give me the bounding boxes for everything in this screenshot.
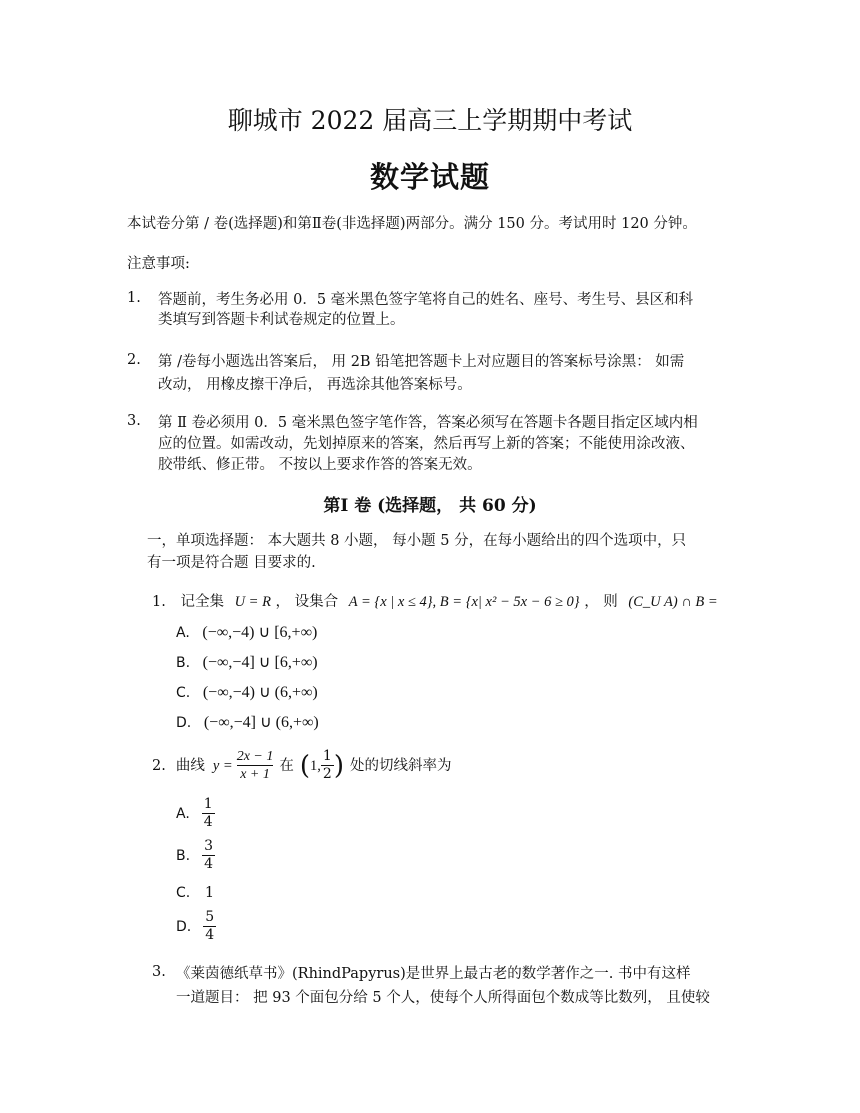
notice-line: 改动， 用橡皮擦干净后， 再选涂其他答案标号。	[158, 377, 472, 393]
option-a	[176, 796, 215, 831]
paren-left: (	[299, 750, 311, 781]
option-letter: D.	[176, 715, 192, 731]
option-letter: C.	[176, 885, 191, 901]
math-expr: (C_U A) ∩ B =	[628, 594, 718, 610]
question-stem: 曲线	[175, 757, 205, 774]
option-text: (−∞,−4] ∪ (6,+∞)	[203, 714, 319, 731]
fraction-numerator: 5	[205, 909, 215, 925]
paren-right: )	[333, 750, 344, 781]
question-stem: 记全集	[180, 594, 224, 610]
fraction-numerator: 1	[203, 796, 213, 812]
notice-number: 1.	[127, 290, 141, 306]
fraction-denominator: 4	[203, 814, 213, 830]
option-letter: A.	[176, 625, 190, 641]
option-text: (−∞,−4) ∪ (6,+∞)	[202, 684, 318, 701]
question-number: 3.	[152, 964, 166, 980]
fraction-denominator: 2	[322, 766, 332, 782]
fraction	[202, 838, 215, 873]
fraction	[237, 748, 274, 783]
fraction-numerator: 3	[204, 838, 213, 854]
question-line: 《莱茵德纸草书》(RhindPapyrus)是世界上最古老的数学著作之一. 书中有这样	[176, 966, 691, 982]
option-text: 1	[204, 885, 215, 901]
question-stem: 处的切线斜率为	[349, 757, 452, 774]
option-b	[176, 838, 215, 873]
question-line: 一道题目： 把 93 个面包分给 5 个人，使每个人所得面包个数成等比数列， 且使较	[176, 990, 710, 1006]
question-number: 2.	[152, 757, 166, 774]
option-letter: B.	[176, 847, 191, 864]
notice-heading: 注意事项:	[127, 256, 190, 272]
question-stem: ， 则	[584, 594, 618, 610]
notice-number: 3.	[127, 413, 141, 429]
option-d	[176, 909, 216, 944]
option-letter: A.	[176, 805, 190, 822]
question-2	[152, 748, 451, 783]
fraction-numerator: 2x − 1	[236, 749, 274, 764]
option-letter: D.	[176, 918, 192, 935]
fraction-denominator: x + 1	[237, 765, 274, 783]
section-desc-line: 一，单项选择题： 本大题共 8 小题， 每小题 5 分，在每小题给出的四个选项中，只	[147, 533, 687, 549]
notice-line: 胶带纸、修正带。 不按以上要求作答的答案无效。	[158, 457, 482, 473]
math-expr: U = R	[234, 594, 271, 610]
fraction	[202, 796, 215, 831]
math-expr: 1,	[310, 757, 321, 774]
question-number: 1.	[152, 594, 166, 610]
notice-line: 应的位置。如需改动，先划掉原来的答案，然后再写上新的答案；不能使用涂改液、	[158, 436, 695, 452]
notice-line: 类填写到答题卡利试卷规定的位置上。	[158, 312, 405, 328]
notice-line: 第 /卷每小题选出答案后， 用 2B 铅笔把答题卡上对应题目的答案标号涂黑： 如需	[158, 354, 685, 370]
option-c	[176, 883, 214, 903]
exam-title: 聊城市 2022 届高三上学期期中考试	[227, 106, 633, 135]
option-text: (−∞,−4) ∪ [6,+∞)	[202, 624, 318, 641]
intro-text: 本试卷分第 / 卷(选择题)和第Ⅱ卷(非选择题)两部分。满分 150 分。考试用时 120 分钟。	[127, 216, 697, 232]
option-text: (−∞,−4] ∪ [6,+∞)	[202, 654, 318, 671]
subject-title: 数学试题	[369, 160, 490, 194]
question-1	[152, 592, 718, 612]
option-letter: B.	[176, 655, 191, 671]
option-d	[176, 713, 319, 733]
option-c	[176, 683, 318, 703]
section-desc-line: 有一项是符合题 目要求的.	[147, 555, 316, 571]
notice-number: 2.	[127, 352, 141, 368]
question-stem: 在	[279, 757, 294, 774]
math-expr: A = {x | x ≤ 4}, B = {x| x² − 5x − 6 ≥ 0}	[348, 594, 580, 610]
notice-line: 第 Ⅱ 卷必须用 0．5 毫米黑色签字笔作答，答案必须写在答题卡各题目指定区域内相	[158, 415, 698, 431]
math-expr: y =	[212, 757, 233, 774]
notice-line: 答题前，考生务必用 0．5 毫米黑色签字笔将自己的姓名、座号、考生号、县区和科	[158, 292, 694, 308]
fraction-denominator: 4	[205, 927, 215, 943]
section-title: 第I 卷 (选择题， 共 60 分)	[323, 496, 537, 516]
question-stem: ， 设集合	[275, 594, 339, 610]
fraction-numerator: 1	[322, 748, 332, 764]
option-letter: C.	[176, 685, 191, 701]
option-a	[176, 623, 317, 643]
fraction-denominator: 4	[204, 856, 213, 872]
fraction	[321, 748, 334, 783]
option-b	[176, 653, 318, 673]
fraction	[203, 909, 216, 944]
